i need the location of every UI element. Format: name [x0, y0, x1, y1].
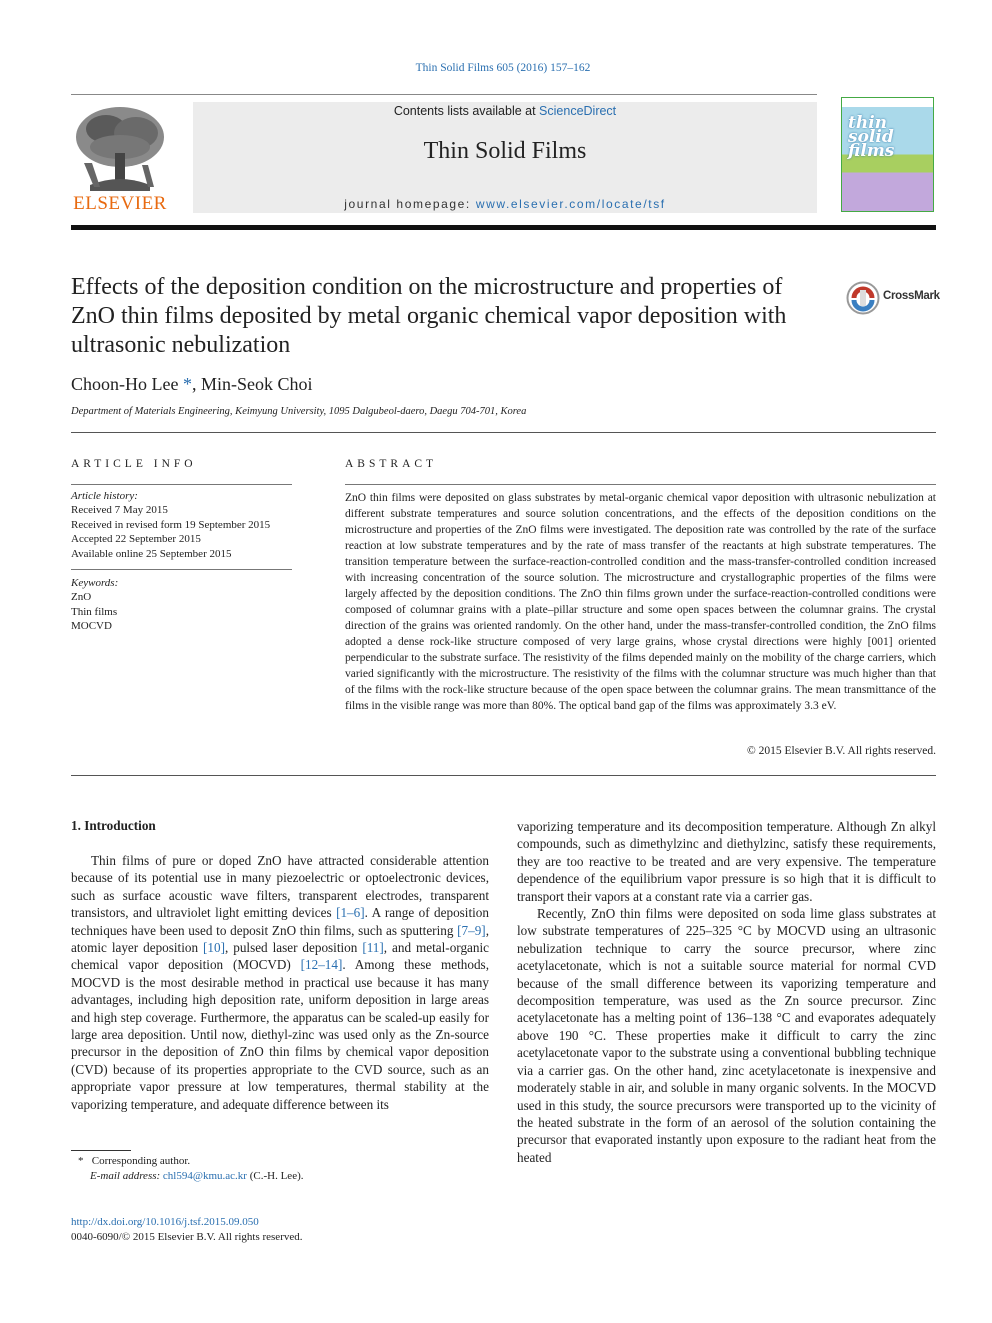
- body-text: Thin films of pure or doped ZnO have attracted considerable attention because of its potential use in many piezoelectric or optoelectronic devices, such as surface acoustic wave filters, transparent electrodes, transparent transistors, and ultraviolet light emitting devices: [71, 853, 489, 921]
- body-text: . A range of deposition techniques have been used to deposit ZnO thin films, such as sputtering: [71, 905, 489, 938]
- elsevier-logo[interactable]: [70, 103, 170, 215]
- article-info-heading: ARTICLE INFO: [71, 458, 197, 470]
- body-paragraph: Recently, ZnO thin films were deposited on soda lime glass substrates at low substrate temperatures of 225–325 °C by MOCVD using an ultrasonic nebulization technique to carry the source precursor, where zinc acetylacetonate, which is not a suitable source material for normal CVD because of the small difference between its vaporizing temperature and decomposition temperature, was used as the Zn source precursor. Zinc acetylacetonate has a melting point of 136–138 °C and evaporates adequately above 190 °C. These properties make it difficult to carry the zinc acetylacetonate vapor to the substrate using a conventional bubbling technique via a carrier gas. On the other hand, zinc acetylacetonate is inexpensive and moderately stable in air, and soluble in many organic solvents. In the MOCVD used in this study, the source precursors were transported up to the vicinity of the heated substrate in the form of an aerosol of the solution containing the precursor that evaporated instantly upon exposure to the radiant heat from the heated: [517, 906, 936, 1165]
- reference-link[interactable]: [1–6]: [336, 905, 365, 921]
- footer: [71, 1215, 471, 1244]
- abstract-copyright: © 2015 Elsevier B.V. All rights reserved.: [747, 745, 936, 757]
- body-right-column: [517, 818, 936, 1166]
- abstract-heading: ABSTRACT: [345, 458, 438, 470]
- header-top-line: [71, 94, 817, 95]
- divider: [71, 432, 936, 433]
- footnote-rule: [71, 1150, 131, 1151]
- history-item: Accepted 22 September 2015: [71, 533, 201, 546]
- contents-prefix: Contents lists available at: [393, 104, 540, 118]
- keyword-item: ZnO: [71, 591, 92, 604]
- footnote: [78, 1154, 478, 1183]
- body-text: , atomic layer deposition: [71, 922, 489, 956]
- issn-line: 0040-6090/© 2015 Elsevier B.V. All rights reserved.: [71, 1230, 303, 1243]
- reference-link[interactable]: [12–14]: [300, 957, 343, 973]
- journal-citation[interactable]: Thin Solid Films 605 (2016) 157–162: [415, 62, 591, 74]
- divider: [71, 569, 292, 570]
- email-suffix: (C.-H. Lee).: [246, 1169, 304, 1182]
- header-rule: [71, 225, 936, 230]
- author-separator: ,: [191, 374, 201, 394]
- history-label: Article history:: [71, 490, 138, 502]
- article-history: [71, 489, 296, 561]
- divider: [345, 484, 936, 485]
- crossmark-icon: [846, 281, 880, 315]
- elsevier-tree-icon: [70, 103, 170, 193]
- email-link[interactable]: chl594@kmu.ac.kr: [162, 1169, 247, 1182]
- journal-cover-thumbnail[interactable]: [841, 97, 934, 212]
- email-label: E-mail address:: [90, 1169, 163, 1182]
- sciencedirect-link[interactable]: ScienceDirect: [539, 104, 617, 118]
- crossmark-label: CrossMark: [883, 290, 940, 302]
- reference-link[interactable]: [11]: [362, 940, 384, 956]
- cover-title: thin solid films: [848, 113, 895, 161]
- crossmark-badge[interactable]: [846, 281, 938, 315]
- body-text: , pulsed laser deposition: [224, 940, 363, 956]
- elsevier-wordmark: ELSEVIER: [73, 193, 167, 214]
- author-name[interactable]: Min-Seok Choi: [200, 374, 313, 394]
- keyword-item: MOCVD: [71, 620, 112, 633]
- article-title: Effects of the deposition condition on the microstructure and properties of ZnO thin films deposited by metal organic chemical vapor deposition with ultrasonic nebulization: [71, 274, 787, 358]
- journal-homepage: [193, 197, 817, 211]
- body-text: . Among these methods, MOCVD is the most desirable method in practical use because it has many advantages, including high deposition rate, uniform deposition in large areas and high step coverage. Furthermore, the apparatus can be scaled-up easily for large area deposition. Until now, diethyl-zinc was used only as the Zn-source precursor in the deposition of ZnO thin films by chemical vapor deposition (CVD) because of its properties appropriate to the CVD source, such as an appropriate vapor pressure at low temperatures, thermal stability at the vaporizing temperature, and adequate difference between its: [71, 957, 489, 1112]
- cover-top-strip: [842, 98, 933, 107]
- homepage-link[interactable]: www.elsevier.com/locate/tsf: [475, 197, 666, 211]
- history-item: Available online 25 September 2015: [71, 547, 232, 560]
- homepage-prefix: journal homepage:: [344, 197, 476, 211]
- body-text: , and metal-organic chemical vapor deposition (MOCVD): [71, 940, 489, 973]
- divider: [71, 775, 936, 776]
- contents-line: [193, 104, 817, 118]
- history-item: Received 7 May 2015: [71, 504, 168, 517]
- doi-link[interactable]: http://dx.doi.org/10.1016/j.tsf.2015.09.050: [71, 1216, 259, 1228]
- history-item: Received in revised form 19 September 2015: [71, 518, 271, 531]
- keywords-label: Keywords:: [71, 577, 119, 589]
- author-list: [71, 374, 313, 395]
- journal-title: Thin Solid Films: [423, 138, 587, 164]
- section-heading: 1. Introduction: [71, 818, 156, 833]
- reference-link[interactable]: [10]: [203, 940, 225, 956]
- footnote-marker: *: [78, 1155, 84, 1167]
- body-paragraph: vaporizing temperature and its decomposition temperature. Although Zn alkyl compounds, such as dimethylzinc and diethylzinc, satisfy these requirements, they are too reactive to be treated and are very expensive. The temperature dependence of the equilibrium vapor pressure is so high that it is difficult to transport their vapors at a constant rate via a carrier gas.: [517, 819, 936, 904]
- corresponding-author-note: Corresponding author.: [91, 1155, 191, 1167]
- corresponding-author-marker[interactable]: *: [182, 374, 192, 394]
- author-affiliation: Department of Materials Engineering, Keimyung University, 1095 Dalgubeol-daero, Daegu 704-701, Korea: [71, 406, 527, 417]
- author-name[interactable]: Choon-Ho Lee: [71, 374, 179, 394]
- reference-link[interactable]: [7–9]: [457, 922, 486, 938]
- keywords: [71, 576, 296, 634]
- body-paragraph: [71, 852, 489, 1113]
- abstract-text: ZnO thin films were deposited on glass substrates by metal-organic chemical vapor deposition with ultrasonic nebulization at different substrate temperatures and source solution concentrations, and the effects of the deposition conditions on the microstructure and properties of the ZnO films were investigated. The deposition rate was controlled by the rate of the surface reaction at low substrate temperatures and by the rate of mass transfer of the reactants at high substrate temperatures. The transition temperature between the surface-reaction-controlled condition and the mass-transfer-controlled condition increased with increasing concentration of the source solution. The microstructure and crystallographic properties of the films were largely affected by the deposition conditions. The ZnO thin films grown under the surface-reaction-controlled conditions were composed of columnar grains with a plate–pillar structure and some open spaces between the columnar grains. The crystal direction of the grains was oriented randomly. On the other hand, under the mass-transfer-controlled condition, the ZnO films adopted a dense rock-like structure composed of very large grains, whose crystal directions were highly [001] oriented perpendicular to the substrate surface. The resistivity of the films depended mainly on the mobility of the charge carriers, which varied significantly with the microstructure. The resistivity of the films with the columnar structure was much higher than that of the films with the rock-like structure because of the open space between the columnar grains. The mean transmittance of the films in the visible range was more than 80%. The optical band gap of the films was approximately 3.3 eV.: [345, 492, 936, 712]
- keyword-item: Thin films: [71, 605, 118, 618]
- body-left-column: [71, 852, 489, 1113]
- divider: [71, 484, 292, 485]
